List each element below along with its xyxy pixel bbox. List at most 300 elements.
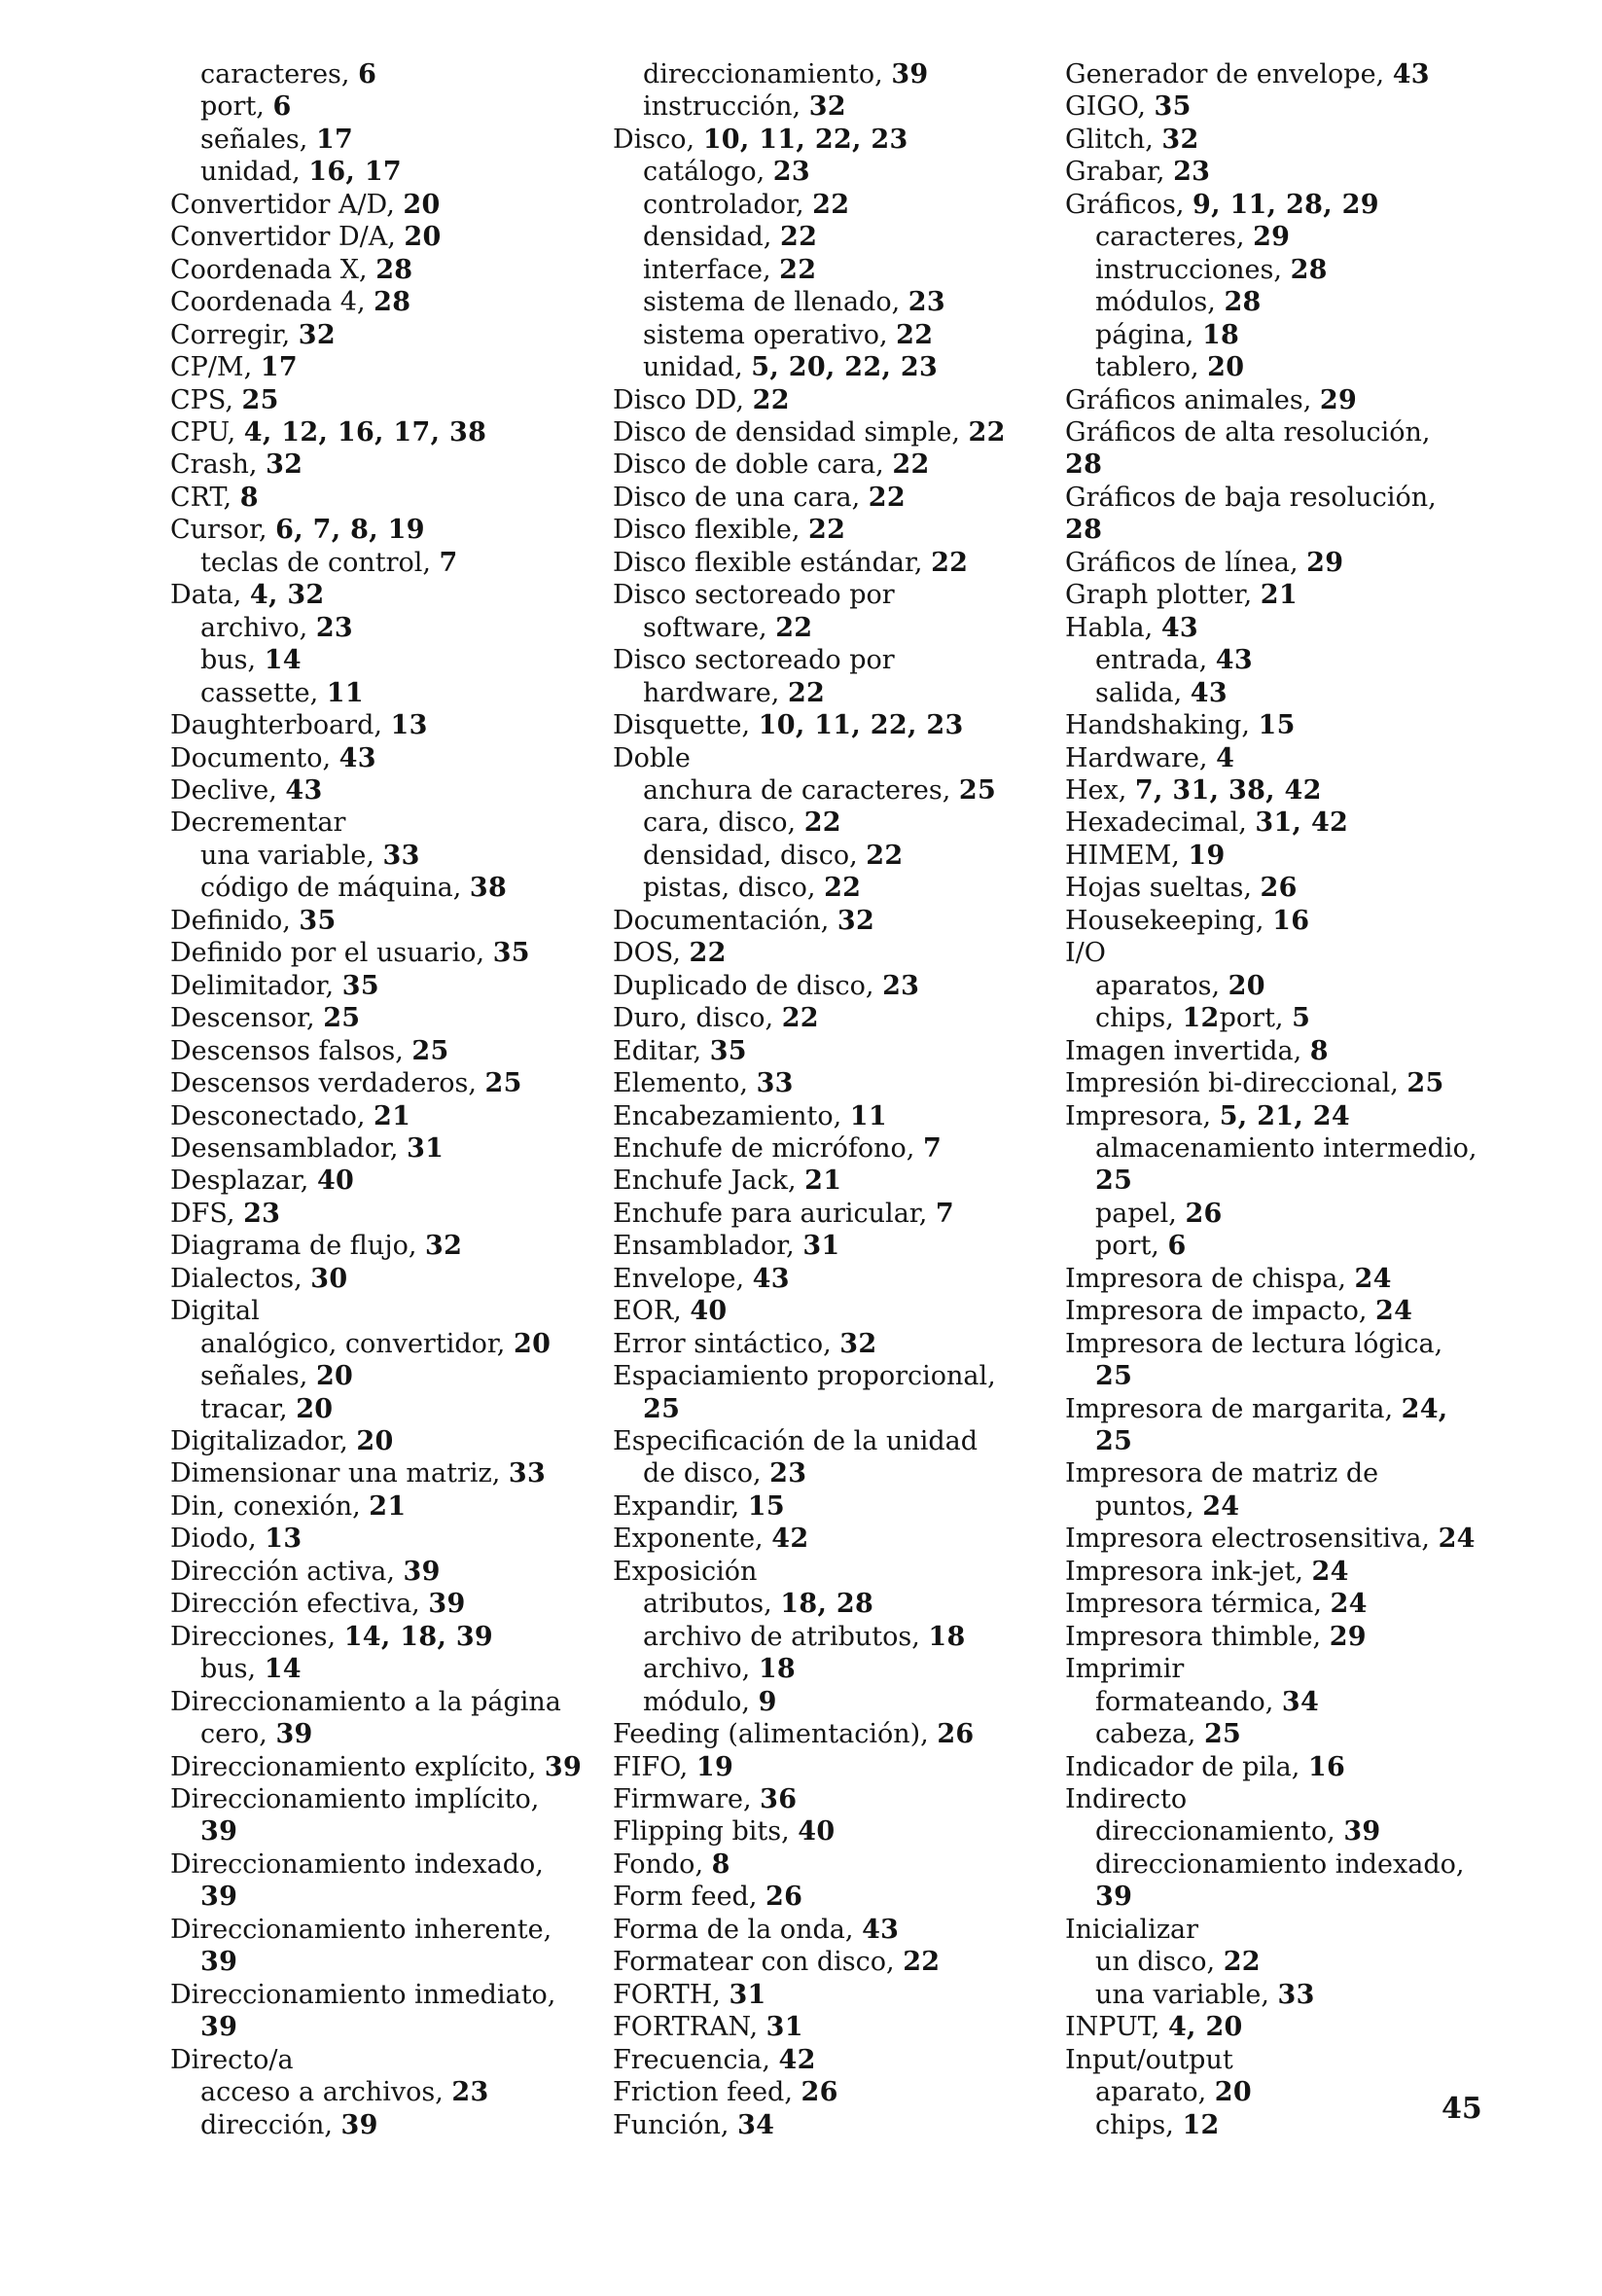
index-term: bus, <box>200 1654 265 1685</box>
index-entry <box>1065 1067 1493 1099</box>
index-page-refs: 31 <box>765 2012 803 2043</box>
index-page-refs: 22 <box>689 938 727 969</box>
index-page-refs: 20 <box>296 1393 334 1424</box>
index-page-refs: 22 <box>866 840 904 871</box>
index-term: Disco flexible, <box>613 515 809 546</box>
index-term: Disco, <box>613 124 703 155</box>
index-entry <box>170 872 593 904</box>
index-term: FORTRAN, <box>613 2012 766 2043</box>
index-page-refs: 22 <box>787 677 826 708</box>
index-term: Dirección efectiva, <box>170 1589 429 1620</box>
index-term: página, <box>1095 319 1202 350</box>
index-entry <box>613 1002 1041 1034</box>
index-term: Duro, disco, <box>613 1003 782 1034</box>
index-term: Convertidor A/D, <box>170 189 404 220</box>
index-term: CP/M, <box>170 352 261 383</box>
index-entry <box>1065 774 1493 807</box>
index-term: Desensamblador, <box>170 1132 408 1164</box>
index-page-refs: 10, 11, 22, 23 <box>702 124 908 155</box>
index-term: Gráficos, <box>1065 189 1193 220</box>
index-page-refs: 20 <box>513 1328 552 1359</box>
index-entry <box>170 1263 593 1295</box>
index-page-refs: 32 <box>266 449 303 481</box>
index-entry <box>170 970 593 1002</box>
index-entry <box>613 221 1041 253</box>
index-page-refs: 12 <box>1182 1003 1220 1034</box>
index-entry <box>170 1718 593 1750</box>
index-page-refs: 6 <box>358 59 377 90</box>
index-page-refs: 40 <box>690 1296 728 1327</box>
index-page-refs: 35 <box>299 905 337 936</box>
index-page-refs: 42 <box>778 2044 816 2075</box>
index-page-refs: 6 <box>1167 1231 1187 1262</box>
index-page-refs: 22 <box>808 515 846 546</box>
index-entry <box>1065 1621 1493 1653</box>
index-entry <box>1065 1588 1493 1620</box>
index-term: Doble <box>613 742 691 773</box>
index-entry <box>1065 384 1493 416</box>
index-page-refs: 23 <box>908 287 945 318</box>
index-entry <box>170 774 593 807</box>
index-entry <box>1065 1002 1493 1034</box>
index-entry <box>1065 1946 1493 1978</box>
index-entry <box>170 807 593 839</box>
index-term: una variable, <box>1095 1979 1278 2010</box>
index-page-refs: 5, 21, 24 <box>1219 1100 1350 1131</box>
index-entry <box>1065 319 1493 351</box>
index-entry <box>613 1751 1041 1783</box>
index-entry <box>170 709 593 741</box>
index-entry <box>613 1914 1041 1946</box>
index-entry <box>1065 416 1493 448</box>
index-page-refs: 26 <box>1260 873 1298 904</box>
index-page-refs: 22 <box>812 189 850 220</box>
index-entry <box>613 2011 1041 2043</box>
index-entry <box>1065 1523 1493 1555</box>
index-entry <box>170 1946 593 1978</box>
index-page-refs: 22 <box>896 319 934 350</box>
index-page-refs: 39 <box>200 1947 238 1978</box>
index-entry <box>1065 286 1493 318</box>
index-entry <box>170 124 593 156</box>
index-term: Imprimir <box>1065 1654 1185 1685</box>
index-entry <box>170 2076 593 2108</box>
index-page-refs: 39 <box>891 59 929 90</box>
index-page-refs: 23 <box>243 1198 281 1229</box>
index-entry <box>613 579 1041 611</box>
index-entry <box>613 644 1041 676</box>
index-entry <box>1065 221 1493 253</box>
index-entry <box>1065 156 1493 188</box>
index-page-refs: 20 <box>315 1361 354 1392</box>
index-page-refs: 23 <box>1173 157 1211 188</box>
index-term: Desconectado, <box>170 1100 374 1131</box>
index-term: INPUT, <box>1065 2012 1168 2043</box>
index-term: DOS, <box>613 938 690 969</box>
index-entry <box>170 1914 593 1946</box>
index-term: CPU, <box>170 416 244 448</box>
index-entry <box>613 2109 1041 2141</box>
index-page-refs: 8 <box>711 1848 730 1880</box>
index-term: Descensos verdaderos, <box>170 1068 485 1099</box>
index-page-refs: 14 <box>264 1654 302 1685</box>
index-entry <box>613 1783 1041 1815</box>
index-term: FIFO, <box>613 1751 696 1782</box>
index-column-2 <box>613 58 1041 2141</box>
index-term: FORTH, <box>613 1979 730 2010</box>
index-page-refs: 6, 7, 8, 19 <box>275 515 425 546</box>
index-entry <box>613 1686 1041 1718</box>
index-page-refs: 24 <box>1375 1296 1413 1327</box>
index-term: Dimensionar una matriz, <box>170 1458 509 1489</box>
index-page-refs: 22 <box>968 416 1006 448</box>
index-entry <box>1065 1198 1493 1230</box>
index-entry <box>613 90 1041 123</box>
index-entry <box>1065 1914 1493 1946</box>
index-page-refs: 8 <box>1309 1035 1329 1066</box>
index-page-refs: 9, 11, 28, 29 <box>1192 189 1379 220</box>
index-entry <box>613 1653 1041 1685</box>
index-entry <box>613 286 1041 318</box>
index-entry <box>1065 2044 1493 2076</box>
index-term: bus, <box>200 645 265 676</box>
index-page-refs: 29 <box>1253 222 1291 253</box>
index-term: Disco DD, <box>613 384 753 415</box>
index-page-refs: 25 <box>1095 1361 1133 1392</box>
index-page-refs: 39 <box>1343 1816 1381 1848</box>
index-entry <box>1065 905 1493 937</box>
index-term: DFS, <box>170 1198 244 1229</box>
index-term: Crash, <box>170 449 267 481</box>
index-entry <box>613 872 1041 904</box>
index-term: Hexadecimal, <box>1065 807 1256 839</box>
index-term: Disco de doble cara, <box>613 449 893 481</box>
index-entry <box>613 612 1041 644</box>
index-entry <box>613 2076 1041 2108</box>
index-page-refs: 13 <box>390 710 428 741</box>
index-entry <box>613 351 1041 383</box>
index-entry <box>1065 937 1493 969</box>
index-entry <box>613 1100 1041 1132</box>
index-entry <box>1065 482 1493 514</box>
index-page-refs: 22 <box>931 547 969 578</box>
index-term: controlador, <box>643 189 813 220</box>
index-entry <box>613 1621 1041 1653</box>
index-page-refs: 39 <box>403 1556 441 1587</box>
index-term: unidad, <box>643 352 752 383</box>
index-entry <box>170 416 593 448</box>
index-term: interface, <box>643 254 780 285</box>
index-entry <box>170 1328 593 1360</box>
index-term: Direcciones, <box>170 1621 344 1652</box>
index-term: Hojas sueltas, <box>1065 873 1261 904</box>
index-page-refs: 20 <box>403 189 441 220</box>
index-entry <box>613 1490 1041 1523</box>
index-term: Frecuencia, <box>613 2044 779 2075</box>
index-page-refs: 43 <box>1190 677 1228 708</box>
index-term: Formatear con disco, <box>613 1947 904 1978</box>
index-page-refs: 35 <box>1154 91 1192 123</box>
index-page-refs: 43 <box>752 1263 790 1294</box>
index-term: Gráficos de baja resolución, <box>1065 482 1437 513</box>
index-term: papel, <box>1095 1198 1186 1229</box>
index-term: Firmware, <box>613 1784 761 1815</box>
index-term: Imagen invertida, <box>1065 1035 1310 1066</box>
index-page-refs: 26 <box>765 1882 803 1913</box>
index-term: Duplicado de disco, <box>613 970 883 1001</box>
index-page-refs: 4, 20 <box>1167 2012 1243 2043</box>
index-term: Cursor, <box>170 515 276 546</box>
index-page-refs: 28 <box>1224 287 1262 318</box>
index-entry <box>1065 1556 1493 1588</box>
index-term: Digitalizador, <box>170 1426 357 1457</box>
index-page-refs: 31 <box>729 1979 766 2010</box>
index-entry <box>613 1198 1041 1230</box>
index-term: Descensor, <box>170 1003 324 1034</box>
index-page-refs: 16 <box>1307 1751 1346 1782</box>
index-page-refs: 21 <box>374 1100 411 1131</box>
index-term: Disco flexible estándar, <box>613 547 932 578</box>
index-entry <box>170 1457 593 1489</box>
index-entry <box>613 1979 1041 2011</box>
index-entry <box>613 319 1041 351</box>
index-page-refs: 5 <box>1292 1003 1311 1034</box>
index-entry <box>613 482 1041 514</box>
index-entry <box>613 905 1041 937</box>
index-term: Forma de la onda, <box>613 1914 863 1945</box>
index-page-refs: 7 <box>922 1132 943 1164</box>
index-term: Disquette, <box>613 710 759 741</box>
index-page-refs: 43 <box>1215 645 1253 676</box>
index-term: Habla, <box>1065 612 1161 643</box>
index-term: HIMEM, <box>1065 840 1189 871</box>
index-term: cero, <box>200 1719 276 1750</box>
index-page-refs: 40 <box>316 1166 355 1197</box>
index-page-refs: 28 <box>375 254 413 285</box>
index-term: Hex, <box>1065 774 1135 806</box>
index-term: aparatos, <box>1095 970 1228 1001</box>
index-page-refs: 7 <box>439 547 458 578</box>
index-page-refs: 14 <box>264 645 302 676</box>
index-entry <box>613 1556 1041 1588</box>
index-entry <box>613 1165 1041 1197</box>
index-term: Declive, <box>170 774 286 806</box>
index-term: de disco, <box>643 1458 770 1489</box>
index-entry <box>170 319 593 351</box>
index-entry <box>1065 448 1493 481</box>
index-term: Función, <box>613 2109 738 2140</box>
index-entry <box>1065 1328 1493 1360</box>
index-entry <box>170 1686 593 1718</box>
index-term: chips, <box>1095 1003 1183 1034</box>
index-entry <box>170 1360 593 1392</box>
index-term: Impresora, <box>1065 1100 1220 1131</box>
index-entry <box>613 156 1041 188</box>
index-page-refs: 19 <box>695 1751 734 1782</box>
index-page-refs: 16, 17 <box>308 157 402 188</box>
index-page-refs: 17 <box>260 352 298 383</box>
index-entry <box>170 1393 593 1425</box>
index-term: Elemento, <box>613 1068 757 1099</box>
index-term: Ensamblador, <box>613 1231 803 1262</box>
index-entry <box>170 90 593 123</box>
index-term: Encabezamiento, <box>613 1100 850 1131</box>
index-term: sistema de llenado, <box>643 287 908 318</box>
index-term: teclas de control, <box>200 547 440 578</box>
index-entry <box>1065 1393 1493 1425</box>
index-term: Feeding (alimentación), <box>613 1719 938 1750</box>
index-term: GIGO, <box>1065 91 1155 123</box>
index-page-refs: 4, 32 <box>249 580 325 611</box>
index-page-refs: 39 <box>275 1719 313 1750</box>
index-page-refs: 23 <box>882 970 920 1001</box>
index-term: port, <box>1219 1003 1293 1034</box>
index-term: tracar, <box>200 1393 297 1424</box>
index-entry <box>170 286 593 318</box>
index-entry <box>613 709 1041 741</box>
index-entry <box>1065 1718 1493 1750</box>
index-entry <box>1065 1100 1493 1132</box>
index-entry <box>170 547 593 579</box>
index-entry <box>613 416 1041 448</box>
index-term: señales, <box>200 1361 316 1392</box>
index-page-refs: 25 <box>241 384 279 415</box>
index-entry <box>170 1132 593 1165</box>
index-page-refs: 7 <box>935 1198 954 1229</box>
index-page-refs: 43 <box>338 742 376 773</box>
index-term: tablero, <box>1095 352 1208 383</box>
index-entry <box>170 514 593 546</box>
index-entry <box>170 384 593 416</box>
index-entry <box>1065 1848 1493 1881</box>
index-page-refs: 12 <box>1182 2109 1220 2140</box>
index-entry <box>170 156 593 188</box>
index-page-refs: 19 <box>1188 840 1226 871</box>
index-entry <box>170 1815 593 1848</box>
index-term: hardware, <box>643 677 788 708</box>
index-term: archivo, <box>200 612 316 643</box>
index-page-refs: 34 <box>737 2109 775 2140</box>
index-page-refs: 39 <box>200 2012 238 2043</box>
index-term: archivo, <box>643 1654 759 1685</box>
index-term: Espaciamiento proporcional, <box>613 1361 996 1392</box>
index-term: archivo de atributos, <box>643 1621 929 1652</box>
index-term: Grabar, <box>1065 157 1174 188</box>
index-page-refs: 23 <box>769 1458 807 1489</box>
index-entry <box>170 742 593 774</box>
index-term: Especificación de la unidad <box>613 1426 979 1457</box>
index-page-refs: 22 <box>1223 1947 1261 1978</box>
index-entry <box>170 1751 593 1783</box>
index-term: Corregir, <box>170 319 299 350</box>
index-page-refs: 10, 11, 22, 23 <box>758 710 964 741</box>
index-term: Exponente, <box>613 1524 772 1555</box>
index-term: Enchufe de micrófono, <box>613 1132 923 1164</box>
index-entry <box>1065 1295 1493 1327</box>
index-term: software, <box>643 612 776 643</box>
index-page-refs: 15 <box>1258 710 1296 741</box>
index-page-refs: 39 <box>544 1751 583 1782</box>
index-term: Directo/a <box>170 2044 294 2075</box>
index-term: salida, <box>1095 677 1191 708</box>
index-page-refs: 8 <box>239 482 259 513</box>
index-page-refs: 33 <box>382 840 420 871</box>
index-term: Impresora de impacto, <box>1065 1296 1375 1327</box>
index-page-refs: 25 <box>323 1003 361 1034</box>
index-term: pistas, disco, <box>643 873 825 904</box>
index-entry <box>1065 254 1493 286</box>
index-page-refs: 20 <box>356 1426 394 1457</box>
index-page-refs: 28 <box>1065 515 1103 546</box>
index-term: Coordenada 4, <box>170 287 374 318</box>
index-entry <box>170 58 593 90</box>
index-entry <box>613 1588 1041 1620</box>
index-term: Desplazar, <box>170 1166 317 1197</box>
index-entry <box>170 1621 593 1653</box>
index-term: Impresora de lectura lógica, <box>1065 1328 1443 1359</box>
index-entry <box>613 1328 1041 1360</box>
index-page-refs: 21 <box>369 1490 407 1522</box>
index-entry <box>170 905 593 937</box>
index-term: Impresora de matriz de <box>1065 1458 1379 1489</box>
index-term: chips, <box>1095 2109 1183 2140</box>
index-entry <box>1065 677 1493 709</box>
index-entry <box>1065 1783 1493 1815</box>
index-term: densidad, disco, <box>643 840 867 871</box>
index-term: Data, <box>170 580 250 611</box>
index-page-refs: 22 <box>779 254 817 285</box>
index-term: una variable, <box>200 840 383 871</box>
index-term: CPS, <box>170 384 242 415</box>
index-entry <box>170 1002 593 1034</box>
index-page-refs: 35 <box>341 970 379 1001</box>
index-entry <box>613 1848 1041 1881</box>
index-column-1 <box>170 58 593 2141</box>
index-entry <box>613 742 1041 774</box>
index-page-refs: 32 <box>298 319 336 350</box>
index-entry <box>1065 970 1493 1002</box>
index-entry <box>1065 579 1493 611</box>
index-entry <box>170 1295 593 1327</box>
index-page-refs: 21 <box>804 1166 842 1197</box>
page-number: 45 <box>1442 2092 1482 2126</box>
index-entry <box>1065 612 1493 644</box>
index-term: Documentación, <box>613 905 837 936</box>
index-term: Diagrama de flujo, <box>170 1231 425 1262</box>
index-term: Friction feed, <box>613 2077 801 2108</box>
index-page-refs: 20 <box>1228 970 1265 1001</box>
index-term: Gráficos de alta resolución, <box>1065 416 1431 448</box>
index-entry <box>613 1881 1041 1913</box>
index-entry <box>1065 547 1493 579</box>
index-page-refs: 24 <box>1330 1589 1368 1620</box>
index-page-refs: 13 <box>265 1524 303 1555</box>
index-term: Direccionamiento implícito, <box>170 1784 540 1815</box>
index-page-refs: 33 <box>508 1458 547 1489</box>
index-page-refs: 18 <box>758 1654 797 1685</box>
index-term: caracteres, <box>1095 222 1254 253</box>
index-term: Indirecto <box>1065 1784 1188 1815</box>
index-page-refs: 26 <box>937 1719 975 1750</box>
index-entry <box>613 1946 1041 1978</box>
index-entry <box>170 2109 593 2141</box>
index-term: direccionamiento, <box>1095 1816 1344 1848</box>
index-term: instrucciones, <box>1095 254 1291 285</box>
index-term: Direccionamiento indexado, <box>170 1848 544 1880</box>
index-page-refs: 24 <box>1202 1490 1240 1522</box>
index-page-refs: 21 <box>1260 580 1298 611</box>
index-page-refs: 32 <box>839 1328 877 1359</box>
